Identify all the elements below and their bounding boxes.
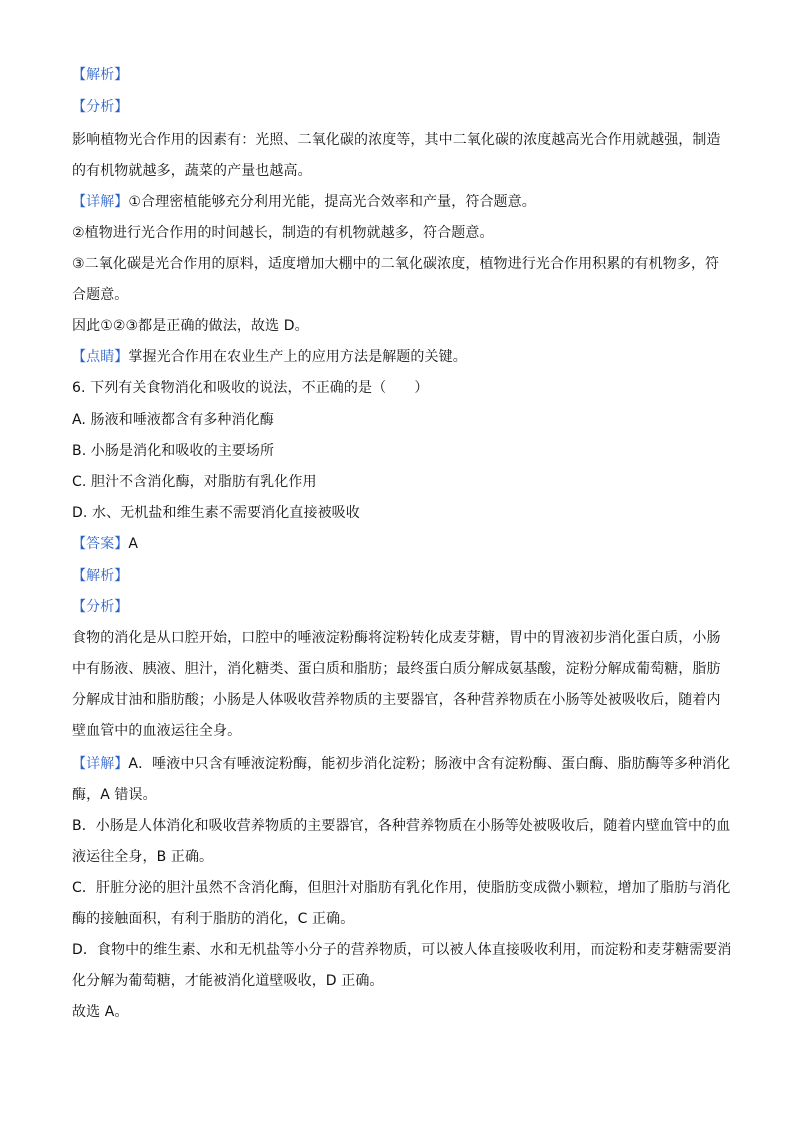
analysis-line: 的有机物就越多，蔬菜的产量也越高。 [72, 163, 312, 179]
dianjing-line [72, 347, 732, 367]
detail-line: ③二氧化碳是光合作用的原料，适度增加大棚中的二氧化碳浓度，植物进行光合作用积累的有机物多，符 [72, 256, 720, 272]
detail-line: 酶的接触面积，有利于脂肪的消化，C 正确。 [72, 911, 355, 927]
detail-line [72, 192, 732, 212]
dianjing-tag: 【点睛】 [72, 349, 129, 365]
option-c: C. 胆汁不含消化酶，对脂肪有乳化作用 [72, 474, 317, 490]
conclusion-line: 因此①②③都是正确的做法，故选 D。 [72, 318, 309, 334]
analysis-line: 食物的消化是从口腔开始，口腔中的唾液淀粉酶将淀粉转化成麦芽糖，胃中的胃液初步消化蛋白质，小肠 [72, 630, 721, 646]
dianjing-text: 掌握光合作用在农业生产上的应用方法是解题的关键。 [128, 349, 467, 365]
detail-line [72, 754, 732, 774]
jiexi-tag: 【解析】 [72, 67, 129, 83]
detail-line: 化分解为葡萄糖，才能被消化道壁吸收，D 正确。 [72, 973, 384, 989]
option-d: D. 水、无机盐和维生素不需要消化直接被吸收 [72, 505, 360, 521]
detail-text: A．唾液中只含有唾液淀粉酶，能初步消化淀粉；肠液中含有淀粉酶、蛋白酶、脂肪酶等多种消化 [128, 756, 731, 772]
fenxi-tag: 【分析】 [72, 99, 129, 115]
detail-line: B．小肠是人体消化和吸收营养物质的主要器官，各种营养物质在小肠等处被吸收后，随着内壁血管中的血 [72, 818, 731, 834]
answer-value: A [128, 536, 139, 552]
jiexi-tag: 【解析】 [72, 568, 129, 584]
detail-line: 合题意。 [72, 287, 129, 303]
analysis-line: 分解成甘油和脂肪酸；小肠是人体吸收营养物质的主要器官，各种营养物质在小肠等处被吸收后，随着内 [72, 692, 721, 708]
fenxi-tag: 【分析】 [72, 599, 129, 615]
answer-line [72, 534, 732, 554]
xiangjie-tag: 【详解】 [72, 194, 129, 210]
analysis-line: 壁血管中的血液运往全身。 [72, 723, 242, 739]
analysis-line: 中有肠液、胰液、胆汁，消化糖类、蛋白质和脂肪；最终蛋白质分解成氨基酸，淀粉分解成葡萄糖，脂肪 [72, 661, 721, 677]
xiangjie-tag: 【详解】 [72, 756, 129, 772]
question-stem: 6. 下列有关食物消化和吸收的说法，不正确的是（ ） [72, 380, 429, 396]
detail-line: 液运往全身，B 正确。 [72, 849, 214, 865]
detail-line: ②植物进行光合作用的时间越长，制造的有机物就越多，符合题意。 [72, 225, 494, 241]
detail-line: C．肝脏分泌的胆汁虽然不含消化酶，但胆汁对脂肪有乳化作用，使脂肪变成微小颗粒，增加了脂肪与消化 [72, 880, 731, 896]
detail-line: D．食物中的维生素、水和无机盐等小分子的营养物质，可以被人体直接吸收利用，而淀粉和麦芽糖需要消 [72, 942, 732, 958]
analysis-line: 影响植物光合作用的因素有：光照、二氧化碳的浓度等，其中二氧化碳的浓度越高光合作用就越强，制造 [72, 132, 721, 148]
detail-line: 酶，A 错误。 [72, 787, 157, 803]
option-a: A. 肠液和唾液都含有多种消化酶 [72, 412, 274, 428]
daan-tag: 【答案】 [72, 536, 129, 552]
detail-text: ①合理密植能够充分利用光能，提高光合效率和产量，符合题意。 [128, 194, 536, 210]
option-b: B. 小肠是消化和吸收的主要场所 [72, 443, 275, 459]
conclusion-line: 故选 A。 [72, 1004, 129, 1020]
